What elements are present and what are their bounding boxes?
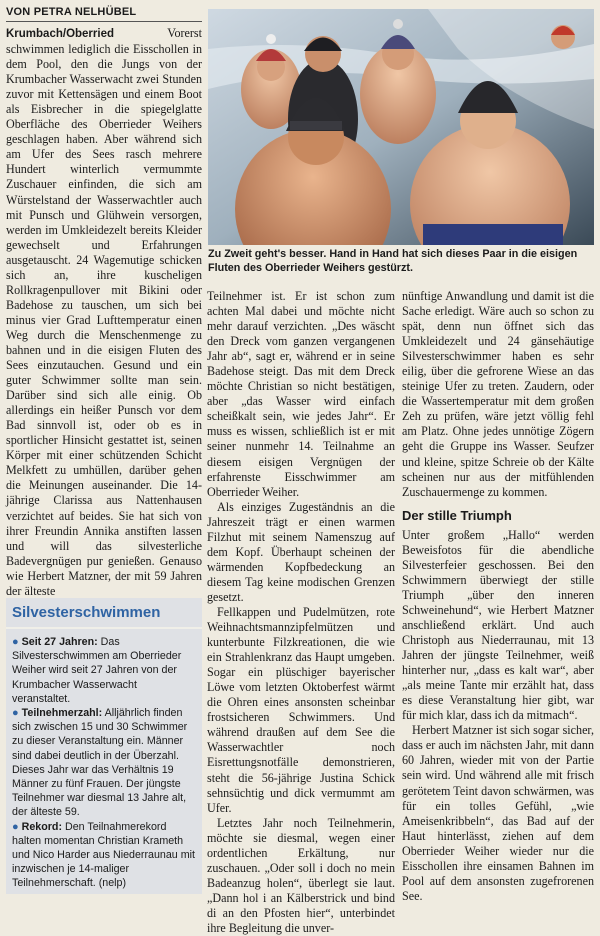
dateline: Krumbach/Oberried [6,28,114,40]
bullet-icon: ● [12,636,19,648]
info-box [6,598,202,894]
article-photo [208,9,594,245]
info-item-text: Alljährlich finden sich zwischen 15 und 30 Schwimmer zu dieser Veranstaltung ein. Männer sind dabei deutlich in der Überzahl. Dieses Jahr war das Verhältnis 19 Männer zu fünf Frauen. Der jüngste Teilnehmer war diesmal 13 Jahre alt, der älteste 59. [12,707,188,819]
photo-caption: Zu Zweit geht's besser. Hand in Hand hat sich dieses Paar in die eisigen Fluten des Oberrieder Weihers gestürzt. [208,248,578,274]
paragraph: Unter großem „Hallo“ werden Beweisfotos für die abendliche Silvesterfeier geschossen. Bei den Schwimmern überwiegt der stille Triumph „über den inneren Schweinehund“, wie Herbert Matzner anschließend erklärt. Und auch Christoph aus Niederraunau, mit 13 Jahren der jüngste Teilnehmer, weiß hinterher nur, „dass es kalt war“, aber „als meine Tante mir erzählt hat, dass es diese Veranstaltung hier gibt, war für mich klar, dass ich da mitmach“. [402,527,594,723]
paragraph: Als einziges Zugeständnis an die Jahreszeit trägt er einen warmen Filzhut mit seinem Namenszug auf dem Kopf. Überhaupt scheinen der wärmenden Kopfbedeckung an diesem Tag keine modischen Grenzen gesetzt. [207,499,395,604]
info-item-label: Rekord: [21,820,63,833]
bullet-icon: ● [12,820,19,833]
swimmers-photo [208,9,594,245]
article-column-2 [207,289,395,936]
byline: VON PETRA NELHÜBEL [6,6,202,22]
info-item [12,820,196,891]
paragraph: nünftige Anwandlung und damit ist die Sache erledigt. Wäre auch so schon zu spät, denn nun öffnet sich das Umkleidezelt und 24 gänsehäutige Silvesterschwimmer haben es sehr eilig, über die gefrorene Wiese an das steinige Ufer zu treten. Zaudern, oder die Wassertemperatur mit dem großen Zeh zu prüfen, wäre jetzt völlig fehl am Platz. Ohne jedes unnötige Zögern geht die Gruppe ins Wasser. Seufzer und kleine, spitze Schreie ob der Kälte scheinen nur aus der mitfühlenden Zuschauermenge zu kommen. [402,289,594,499]
info-item [12,706,196,820]
info-item-text: Das Silvesterschwimmen am Oberrieder Weiher wird seit 27 Jahren von der Krumbacher Wasserwacht veranstaltet. [12,636,182,705]
info-box-body [6,629,202,891]
paragraph: Herbert Matzner ist sich sogar sicher, dass er auch im nächsten Jahr, mit dann 60 Jahren, wieder mit von der Partie sein wird. Und während alle mit frisch gerötetem Teint davon schwärmen, was für ein tolles Gefühl, „wie Ameisenkribbeln“, das Bad auf der Haut hinterlässt, ziehen auf dem Oberrieder Weiher wieder nur die Eisschollen ihre einsamen Bahnen im Pool auf dem ansonsten zugefrorenen See. [402,723,594,903]
paragraph-text: Vorerst schwimmen lediglich die Eisschollen in dem Pool, den die Jungs von der Krumbacher Wasserwacht zwei Stunden zuvor mit Kettensägen und einem Boot als Eisbrecher in die spiegelglatte Oberfläche des Oberrieder Weihers geschlagen haben. Aber während sich am Ufer des Sees rasch mehrere Hundert winterlich vermummte Zuschauer einfinden, die sich am Würstelstand der Wasserwachtler auch mit Punsch und Glühwein versorgen, werden im Umkleidezelt bereits Kleider gewechselt und Erfahrungen ausgetauscht. 24 Wagemutige schicken sich an, ihre kuscheligen Rollkragenpullover mit Bikini oder Badehose zu tauschen, um sich bei minus vier Grad Lufttemperatur einen Weg durch die Menschenmenge zu bahnen und in die eisigen Fluten des Sees einzutauchen. Gesund und ein guter Schwimmer sollte man sein. Darüber sind sich alle einig. Ob allerdings ein heißer Punsch vor dem Bad sinnvoll ist, oder ob es in sportlicher Hinsicht gestattet ist, seinen Körper mit einer schützenden Schicht Melkfett zu umhüllen, darüber gehen die Meinungen auseinander. Die 14-jährige Clarissa aus Nattenhausen verzichtet auf beides. Sie hat sich von ihrer Freundin Annika anstiften lassen und will das silvesterliche Badevergnügen pur genießen. Genauso wie Herbert Matzner, der mit 59 Jahren der älteste [6,26,202,598]
paragraph [6,26,202,599]
paragraph: Fellkappen und Pudelmützen, rote Weihnachtsmannzipfelmützen und kunterbunte Filzkreationen, die wie ein Strahlenkranz das Haupt umgeben. Sogar ein plüschiger bayerischer Löwe vom letzten Oktoberfest wärmt die Ohren eines ansonsten scheinbar frostsicheren Schwimmers. Und während draußen auf dem See die Wasserwachtler noch Eisrettungsnotfälle demonstrieren, steht die 56-jährige Justina Schick sehnsüchtig und dick vermummt am Ufer. [207,604,395,815]
info-box-title: Silvesterschwimmen [6,598,202,629]
info-item [12,635,196,706]
bullet-icon: ● [12,707,19,720]
info-item-text: Den Teilnahmerekord halten momentan Christian Krameth und Nico Harder aus Niederraunau mit inzwischen je 14-maliger Teilnehmerschaft. (nelp) [12,820,195,890]
paragraph: Teilnehmer ist. Er ist schon zum achten Mal dabei und möchte nicht mehr darauf verzichten. „Des wäscht den Dreck vom ganzen vergangenen Jahr ab“, sagt er, während er in seine Badehose steigt. Das mit dem Dreck möchte Christian so nicht bestätigen, aber „das Wasser wird einfach scheißkalt sein, wie jedes Jahr“. Er muss es wissen, schließlich ist er mit seiner nunmehr 14. Teilnahme an diesem eisigen Vergnügen der erfahrenste Eisschwimmer am Oberrieder Weiher. [207,289,395,499]
paragraph: Letztes Jahr noch Teilnehmerin, möchte sie diesmal, wegen einer ordentlichen Erkältung, nur zuschauen. „Oder soll i doch no mein Badeanzug holen“, überlegt sie laut. „Dann hol i an Kälberstrick und bind di an den Pfosten hier“, unterbindet ihre Begleitung die unver- [207,815,395,935]
article-column-1 [6,26,202,599]
info-item-label: Teilnehmerzahl: [21,707,103,720]
article-column-3 [402,289,594,904]
subheading: Der stille Triumph [402,507,512,523]
info-item-label: Seit 27 Jahren: [21,636,98,648]
